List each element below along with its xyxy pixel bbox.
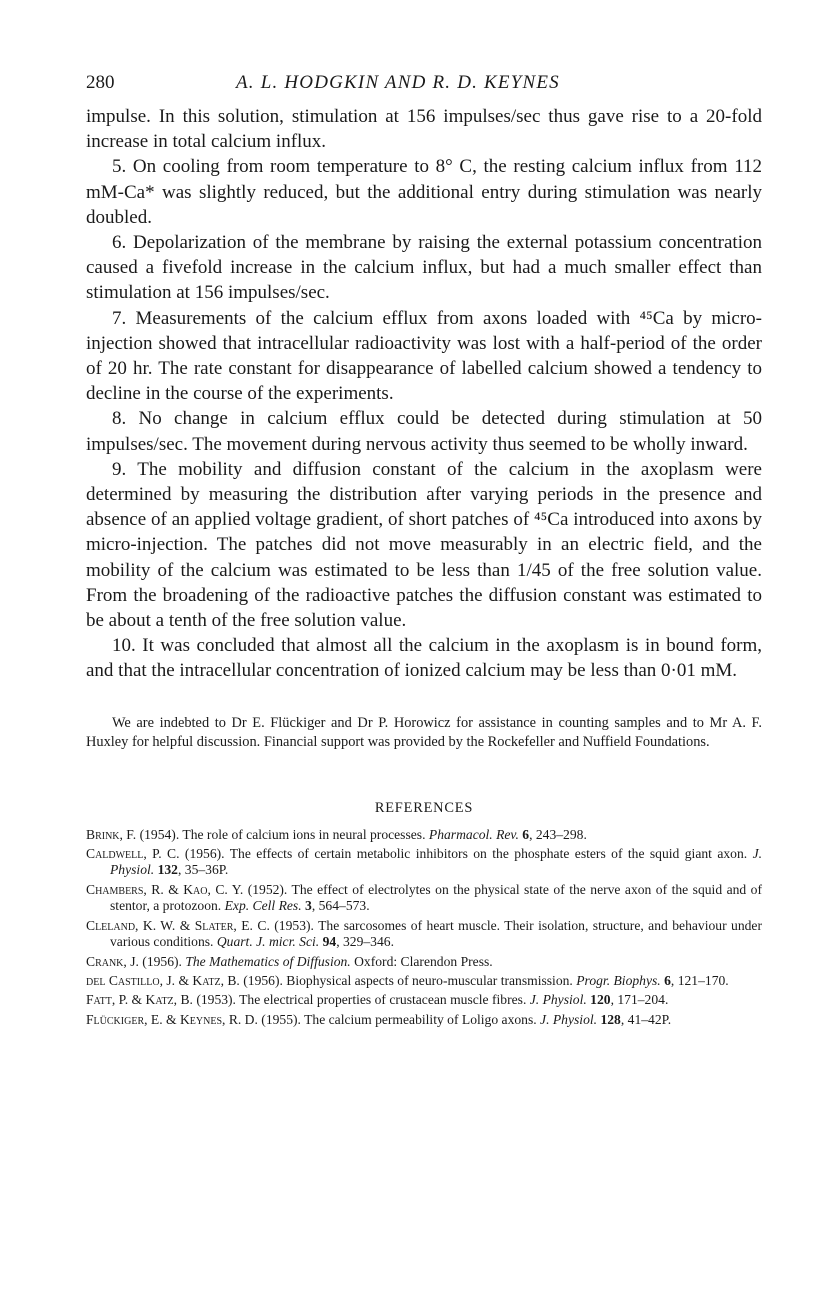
reference-item (86, 827, 762, 843)
page-header (86, 72, 762, 102)
reference-pages: , 121–170. (670, 972, 729, 988)
reference-authors: Caldwell, P. C. (86, 846, 180, 862)
reference-year: (1953). (192, 992, 240, 1008)
reference-title: Biophysical aspects of neuro-muscular transmission. (286, 972, 577, 988)
reference-title: The electrical properties of crustacean muscle fibres. (239, 992, 530, 1008)
reference-item (86, 1012, 762, 1028)
reference-year: (1952). (243, 881, 292, 897)
reference-authors: del Castillo, J. & Katz, B. (86, 972, 240, 988)
reference-journal: Exp. Cell Res. (224, 898, 302, 914)
acknowledgement: We are indebted to Dr E. Flückiger and Dr P. Horowicz for assistance in counting samples and to Mr A. F. Huxley for helpful discussion. Financial support was provided by the Rockefeller and Nuffield Foundations. (86, 714, 762, 750)
paragraph-continuation: impulse. In this solution, stimulation at 156 impulses/sec thus gave rise to a 20-fold increase in total calcium influx. (86, 106, 762, 153)
reference-authors: Chambers, R. & Kao, C. Y. (86, 881, 244, 897)
reference-item (86, 846, 762, 879)
reference-authors: Cleland, K. W. & Slater, E. C. (86, 917, 270, 933)
reference-journal: The Mathematics of Diffusion. (185, 953, 351, 969)
reference-title: The effect of electrolytes on the physical state of the nerve axon of the squid and of stentor, a protozoon. (110, 881, 762, 914)
paragraph-5: 5. On cooling from room temperature to 8° C, the resting calcium influx from 112 mM-Ca* was slightly reduced, but the additional entry during stimulation was nearly doubled. (86, 156, 762, 228)
reference-pages: Oxford: Clarendon Press. (350, 953, 493, 969)
reference-volume: 6 (660, 972, 671, 988)
reference-volume: 94 (319, 934, 337, 950)
reference-journal: Quart. J. micr. Sci. (216, 934, 320, 950)
reference-item (86, 973, 762, 989)
reference-title: The effects of certain metabolic inhibitors on the phosphate esters of the squid giant axon. (229, 846, 753, 862)
reference-journal: Pharmacol. Rev. (428, 826, 519, 842)
paragraph-10: 10. It was concluded that almost all the calcium in the axoplasm is in bound form, and that the intracellular concentration of ionized calcium may be less than 0·01 mM. (86, 635, 762, 682)
reference-volume: 6 (518, 826, 530, 842)
reference-journal: J. Physiol. (540, 1011, 598, 1027)
reference-year: (1953). (269, 917, 319, 933)
reference-journal: Progr. Biophys. (576, 972, 661, 988)
summary-body (86, 104, 762, 684)
reference-list (86, 827, 762, 1028)
running-head: A. L. HODGKIN AND R. D. KEYNES (236, 72, 560, 93)
paragraph-7: 7. Measurements of the calcium efflux from axons loaded with ⁴⁵Ca by micro-injection showed that intracellular radioactivity was lost with a half-period of the order of 20 hr. The rate constant for disappearance of labelled calcium showed a tendency to decline in the course of the experiments. (86, 307, 762, 405)
reference-pages: , 564–573. (311, 898, 370, 914)
reference-pages: , 329–346. (336, 934, 394, 950)
reference-item (86, 882, 762, 915)
reference-item (86, 954, 762, 970)
reference-authors: Crank, J. (86, 953, 139, 969)
reference-authors: Fatt, P. & Katz, B. (86, 992, 193, 1008)
reference-volume: 128 (597, 1011, 621, 1027)
reference-title: The sarcosomes of heart muscle. Their isolation, structure, and behaviour under various conditions. (110, 917, 762, 950)
reference-volume: 3 (301, 898, 312, 914)
reference-pages: , 243–298. (529, 826, 587, 842)
reference-pages: , 35–36P. (177, 862, 229, 878)
reference-pages: , 41–42P. (620, 1011, 672, 1027)
reference-volume: 120 (586, 992, 611, 1008)
page-number: 280 (86, 72, 115, 93)
references-heading: REFERENCES (374, 799, 474, 816)
reference-volume: 132 (154, 862, 178, 878)
reference-item (86, 918, 762, 951)
reference-year: (1956). (138, 953, 186, 969)
paragraph-6: 6. Depolarization of the membrane by raising the external potassium concentration caused a fivefold increase in the calcium influx, but had a much smaller effect than stimulation at 156 impulses/sec. (86, 232, 762, 304)
reference-title: The role of calcium ions in neural processes. (182, 826, 429, 842)
reference-journal: J. Physiol. (529, 992, 587, 1008)
reference-title: The calcium permeability of Loligo axons. (304, 1011, 541, 1027)
reference-pages: , 171–204. (610, 992, 669, 1008)
paragraph-9: 9. The mobility and diffusion constant of the calcium in the axoplasm were determined by measuring the distribution after varying periods in the presence and absence of an applied voltage gradient, of short patches of ⁴⁵Ca introduced into axons by micro-injection. The patches did not move measurably in an electric field, and the mobility of the calcium was estimated to be less than 1/45 of the free solution value. From the broadening of the radioactive patches the diffusion constant was estimated to be about a tenth of the free solution value. (86, 458, 762, 632)
reference-year: (1954). (136, 826, 183, 842)
reference-year: (1956). (239, 972, 287, 988)
reference-year: (1955). (257, 1011, 305, 1027)
reference-authors: Brink, F. (86, 826, 137, 842)
page (86, 72, 762, 1031)
reference-item (86, 992, 762, 1008)
reference-journal: J. Physiol. (110, 846, 762, 878)
reference-year: (1956). (179, 846, 230, 862)
reference-authors: Flückiger, E. & Keynes, R. D. (86, 1011, 258, 1027)
paragraph-8: 8. No change in calcium efflux could be detected during stimulation at 50 impulses/sec. The movement during nervous activity thus seemed to be wholly inward. (86, 408, 762, 455)
